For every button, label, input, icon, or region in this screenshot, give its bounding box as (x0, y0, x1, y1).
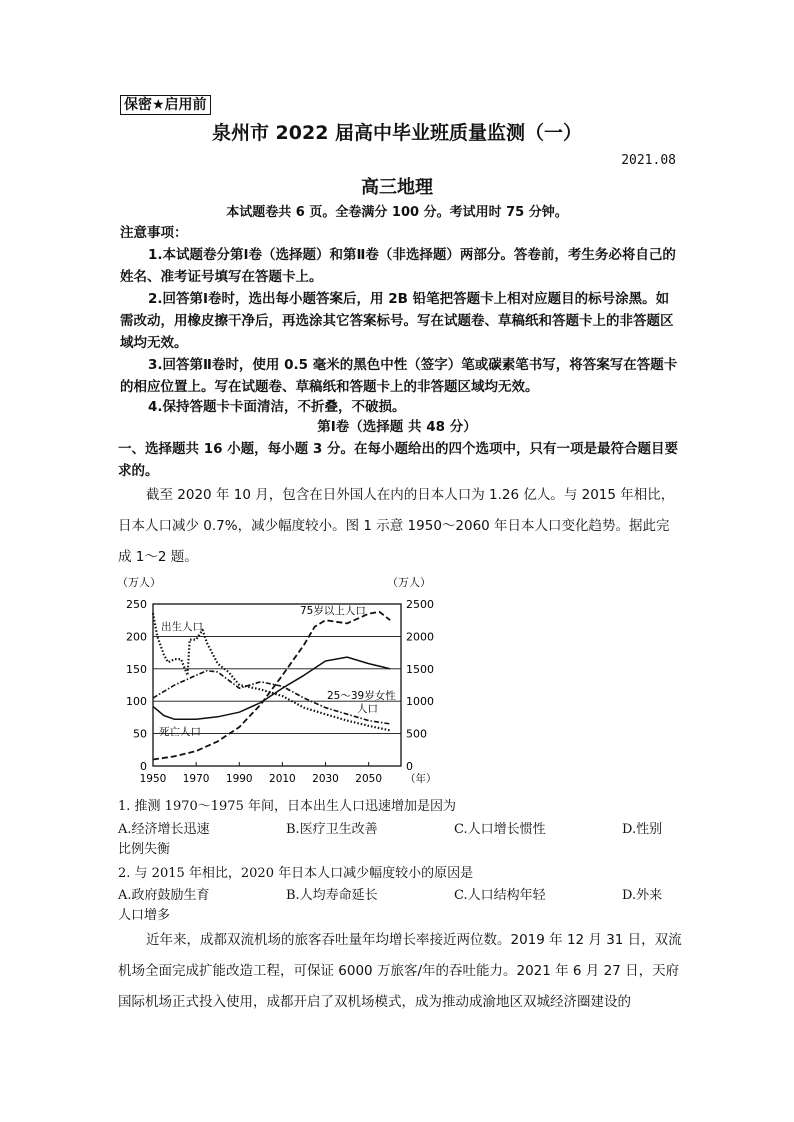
q1-option-a[interactable]: A.经济增长迅速 (118, 822, 210, 837)
right-tick-5: 2500 (406, 598, 434, 611)
q2-option-b[interactable]: B.人均寿命延长 (286, 888, 378, 903)
right-axis-unit: （万人） (387, 576, 431, 589)
q2-option-d[interactable]: D.外来 (622, 888, 663, 903)
q1-option-d[interactable]: D.性别 (622, 822, 663, 837)
passage-1: 截至 2020 年 10 月，包含在日外国人在内的日本人口为 1.26 亿人。与 2015 年相比，日本人口减少 0.7%，减少幅度较小。图 1 示意 1950～2060 年日本人口变化趋势。据此完成 1～2 题。 (118, 487, 675, 565)
x-tick-2: 1990 (225, 773, 253, 785)
notes-heading: 注意事项： (120, 225, 188, 241)
right-tick-1: 500 (406, 727, 427, 741)
series-label-0: 出生人口 (161, 621, 203, 633)
subject-title: 高三地理 (361, 177, 433, 198)
exam-date: 2021.08 (621, 153, 676, 168)
exam-info: 本试题卷共 6 页。全卷满分 100 分。考试用时 75 分钟。 (226, 205, 568, 220)
q2-option-a[interactable]: A.政府鼓励生育 (118, 888, 210, 903)
right-tick-2: 1000 (406, 695, 434, 709)
population-chart (115, 568, 455, 790)
question-1-stem: 1. 推测 1970～1975 年间，日本出生人口迅速增加是因为 (118, 799, 456, 814)
x-tick-0: 1950 (139, 773, 167, 785)
left-tick-2: 100 (126, 695, 147, 709)
note-item-2: 2.回答第Ⅰ卷时，选出每小题答案后，用 2B 铅笔把答题卡上相对应题目的标号涂黑。如需改动，用橡皮擦干净后，再选涂其它答案标号。写在试题卷、草稿纸和答题卡上的非答题区域均无效。 (120, 291, 674, 351)
note-item-4: 4.保持答题卡卡面清洁，不折叠，不破损。 (148, 399, 406, 415)
x-tick-5: 2050 (355, 773, 383, 785)
question-2-options (118, 884, 698, 902)
q2-option-c[interactable]: C.人口结构年轻 (454, 888, 546, 903)
series-label-1: 死亡人口 (159, 726, 201, 738)
note-item-1: 1.本试题卷分第Ⅰ卷（选择题）和第Ⅱ卷（非选择题）两部分。答卷前，考生务必将自己的姓名、准考证号填写在答题卡上。 (120, 247, 676, 285)
x-tick-4: 2030 (312, 773, 339, 785)
question-1-options (118, 818, 698, 836)
x-axis-unit: （年） (405, 773, 437, 785)
series-label-2: 75岁以上人口 (300, 605, 366, 617)
x-tick-1: 1970 (182, 773, 210, 785)
q2-option-d-wrap: 人口增多 (118, 908, 171, 923)
note-item-3: 3.回答第Ⅱ卷时，使用 0.5 毫米的黑色中性（签字）笔或碳素笔书写，将答案写在答题卡的相应位置上。写在试题卷、草稿纸和答题卡上的非答题区域均无效。 (120, 357, 678, 395)
left-tick-3: 150 (126, 662, 147, 676)
right-tick-4: 2000 (406, 630, 434, 644)
q1-option-d-wrap: 比例失衡 (118, 842, 171, 857)
part1-instruction: 一、选择题共 16 小题，每小题 3 分。在每小题给出的四个选项中，只有一项是最符合题目要求的。 (118, 441, 678, 479)
right-tick-0: 0 (406, 760, 413, 773)
series-label-3-cont: 人口 (357, 703, 378, 715)
left-tick-4: 200 (126, 630, 147, 644)
q1-option-b[interactable]: B.医疗卫生改善 (286, 822, 378, 837)
exam-title: 泉州市 2022 届高中毕业班质量监测（一） (211, 122, 583, 144)
part1-heading: 第Ⅰ卷（选择题 共 48 分） (317, 419, 477, 435)
left-tick-0: 0 (140, 760, 147, 773)
chart-axes (117, 576, 437, 785)
left-tick-5: 250 (126, 598, 147, 611)
passage-2: 近年来，成都双流机场的旅客吞吐量年均增长率接近两位数。2019 年 12 月 31 日，双流机场全面完成扩能改造工程，可保证 6000 万旅客/年的吞吐能力。2021 年 6 月 27 日，天府国际机场正式投入使用，成都开启了双机场模式，成为推动成渝地区双城经济圈建设的 (118, 932, 682, 1010)
left-axis-unit: （万人） (117, 576, 161, 589)
x-tick-3: 2010 (269, 773, 296, 785)
question-2-stem: 2. 与 2015 年相比，2020 年日本人口减少幅度较小的原因是 (118, 866, 474, 881)
series-label-3: 25～39岁女性 (327, 690, 396, 702)
confidential-stamp: 保密★启用前 (120, 95, 211, 115)
left-tick-1: 50 (133, 727, 147, 741)
q1-option-c[interactable]: C.人口增长惯性 (454, 822, 546, 837)
right-tick-3: 1500 (406, 662, 434, 676)
